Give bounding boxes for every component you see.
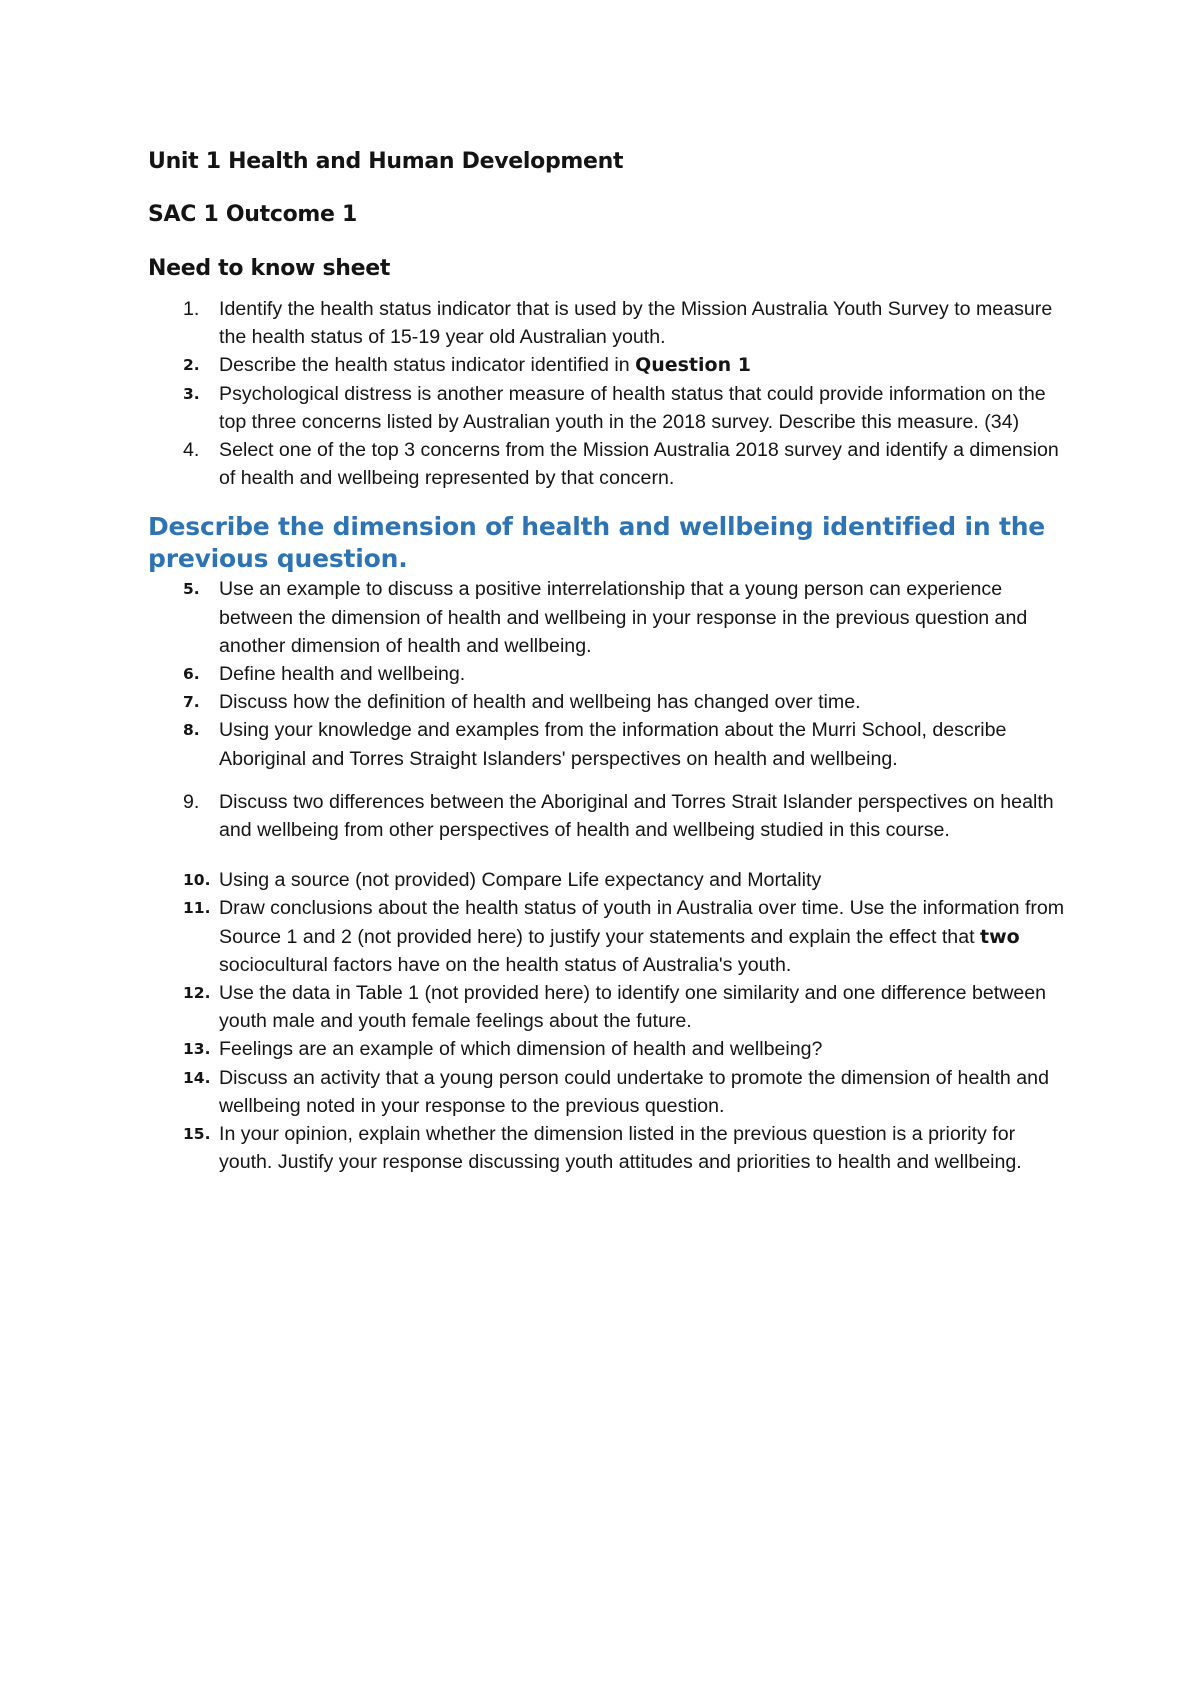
question-number: 9. <box>183 790 200 813</box>
question-item <box>148 1064 1068 1120</box>
question-text: Discuss two differences between the Aboriginal and Torres Strait Islander perspectives on health and wellbeing from other perspectives of health and wellbeing studied in this course. <box>219 790 1054 842</box>
question-text: Psychological distress is another measure of health status that could provide information on the top three concerns listed by Australian youth in the 2018 survey. Describe this measure. (34) <box>219 382 1046 433</box>
question-item <box>148 1035 1068 1063</box>
bold-emphasis: two <box>979 925 1020 948</box>
question-item <box>148 380 1068 436</box>
document-title: Unit 1 Health and Human Development <box>148 149 624 174</box>
question-text: In your opinion, explain whether the dimension listed in the previous question is a priority for youth. Justify your response discussing youth attitudes and priorities to health and wellbeing. <box>219 1123 1022 1174</box>
question-text: Discuss how the definition of health and wellbeing has changed over time. <box>219 691 861 714</box>
question-text: Feelings are an example of which dimension of health and wellbeing? <box>219 1038 823 1061</box>
question-item <box>148 688 1068 716</box>
question-item <box>148 866 1068 894</box>
bold-reference: Question 1 <box>635 354 751 377</box>
question-item <box>148 979 1068 1035</box>
question-text: Identify the health status indicator that is used by the Mission Australia Youth Survey to measure the health status of 15-19 year old Australian youth. <box>219 298 1053 349</box>
question-text: Using your knowledge and examples from the information about the Murri School, describe Aboriginal and Torres Straight Islanders' perspectives on health and wellbeing. <box>219 719 1007 770</box>
question-number: 10. <box>183 871 211 890</box>
question-text: Discuss an activity that a young person could undertake to promote the dimension of health and wellbeing noted in your response to the previous question. <box>219 1066 1049 1117</box>
question-text: Select one of the top 3 concerns from the Mission Australia 2018 survey and identify a dimension of health and wellbeing represented by that concern. <box>219 439 1059 490</box>
document-subtitle: SAC 1 Outcome 1 <box>148 202 357 227</box>
question-number: 4. <box>183 439 200 462</box>
question-number: 7. <box>183 693 200 712</box>
question-item <box>148 575 1068 660</box>
question-text: Draw conclusions about the health status of youth in Australia over time. Use the information from Source 1 and 2 (not provided here) to justify your statements and explain the effect that two sociocultural factors have on the health status of Australia's youth. <box>219 897 1065 976</box>
question-item <box>148 295 1068 351</box>
question-number: 1. <box>183 298 200 320</box>
document-content <box>148 148 1068 1176</box>
section-heading: Describe the dimension of health and wellbeing identified in the previous question. <box>148 512 1046 574</box>
question-number: 2. <box>183 356 200 375</box>
question-text: Use the data in Table 1 (not provided here) to identify one similarity and one difference between youth male and youth female feelings about the future. <box>219 982 1047 1033</box>
question-number: 15. <box>183 1125 211 1144</box>
question-item <box>148 660 1068 688</box>
question-text: Using a source (not provided) Compare Life expectancy and Mortality <box>219 869 822 892</box>
question-text: Describe the health status indicator identified in Question 1 <box>219 354 751 377</box>
question-number: 8. <box>183 721 200 740</box>
question-number: 11. <box>183 899 211 918</box>
question-item <box>148 351 1068 379</box>
question-text: Define health and wellbeing. <box>219 663 466 686</box>
question-number: 3. <box>183 384 200 403</box>
question-item <box>148 788 1068 844</box>
question-number: 14. <box>183 1068 211 1087</box>
question-item <box>148 1120 1068 1176</box>
question-number: 12. <box>183 984 211 1003</box>
question-item <box>148 436 1068 492</box>
question-text: Use an example to discuss a positive interrelationship that a young person can experience between the dimension of health and wellbeing in your response in the previous question and another dimension of health and wellbeing. <box>219 578 1028 657</box>
question-number: 13. <box>183 1040 211 1059</box>
question-item <box>148 716 1068 772</box>
question-item <box>148 894 1068 979</box>
sheet-title: Need to know sheet <box>148 256 391 281</box>
question-number: 5. <box>183 580 200 599</box>
question-number: 6. <box>183 665 200 684</box>
